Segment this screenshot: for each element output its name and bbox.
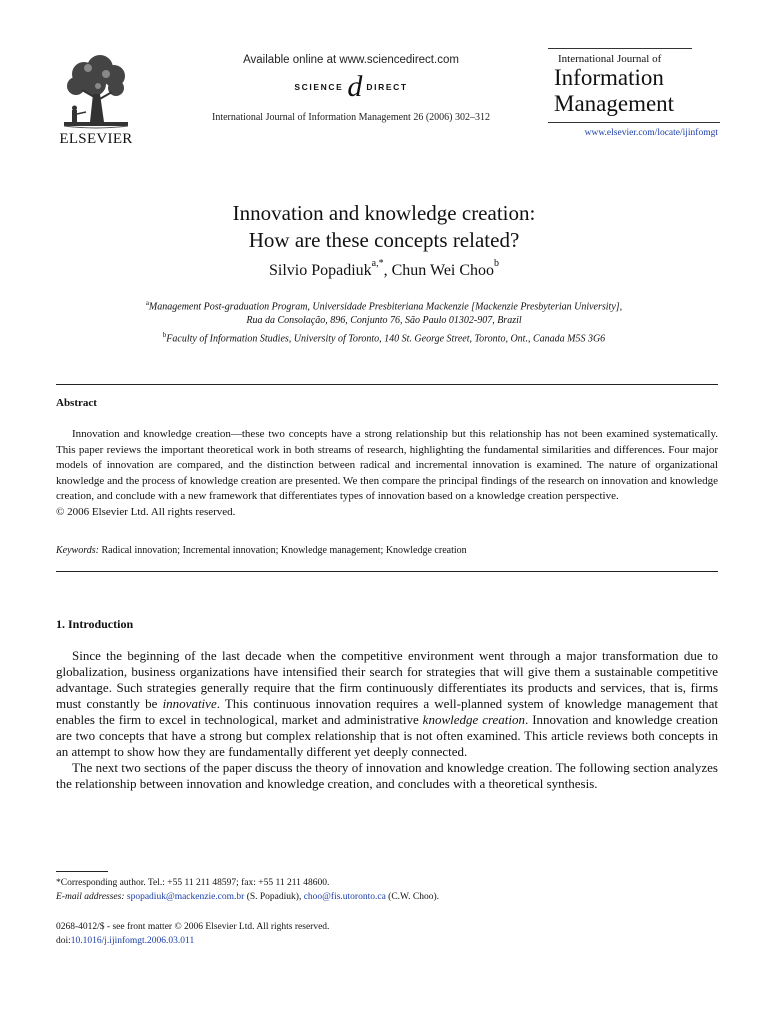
doi-line — [56, 934, 329, 948]
abstract-rule-top — [56, 384, 718, 385]
journal-citation: International Journal of Information Management 26 (2006) 302–312 — [212, 112, 490, 123]
affiliation-a — [0, 296, 768, 314]
elsevier-tree-icon — [60, 54, 132, 130]
doi-link[interactable]: 10.1016/j.ijinfomgt.2006.03.011 — [70, 936, 195, 946]
keywords-label: Keywords: — [56, 545, 99, 556]
emphasis-innovative: innovative — [162, 696, 217, 711]
abstract-rule-bottom — [56, 571, 718, 572]
section-heading-introduction: 1. Introduction — [56, 617, 134, 631]
available-online-text[interactable]: Available online at www.sciencedirect.com — [243, 54, 459, 66]
author-separator: , — [383, 262, 392, 279]
front-matter-block — [56, 920, 329, 948]
journal-title-line1: Information — [554, 65, 664, 90]
email-link-choo[interactable]: choo@fis.utoronto.ca — [303, 892, 386, 902]
abstract-body — [56, 427, 718, 520]
footnote-emails — [56, 890, 718, 904]
journal-title-line2: Management — [554, 91, 675, 116]
author-popadiuk-affil-mark[interactable]: a,* — [371, 258, 384, 269]
elsevier-logo — [56, 54, 136, 148]
paragraph-1-part-c: . Innovation and knowledge creation are two concepts that have a strong but complex relationship that is not often examined. This article reviews both concepts in an attempt to show how they are fundamentally different yet deeply connected. — [56, 712, 719, 759]
introduction-body — [56, 648, 718, 792]
publisher-name: ELSEVIER — [59, 131, 133, 147]
author-choo: Chun Wei Choo — [391, 262, 495, 279]
title-line-2: How are these concepts related? — [248, 228, 520, 252]
author-popadiuk: Silvio Popadiuk — [268, 262, 372, 279]
paragraph-1-part-b: . This continuous innovation requires a well-planned system of knowledge management that enables the firm to excel in technological, market and administrative — [56, 696, 718, 727]
email-link-popadiuk[interactable]: spopadiuk@mackenzie.com.br — [126, 892, 245, 902]
footnote-rule — [56, 871, 108, 872]
journal-url-link[interactable]: www.elsevier.com/locate/ijinfomgt — [584, 128, 718, 138]
front-matter-text: 0268-4012/$ - see front matter © 2006 Elsevier Ltd. All rights reserved. — [56, 922, 330, 932]
doi-label: doi: — [56, 936, 71, 946]
emphasis-knowledge-creation: knowledge creation — [422, 712, 526, 727]
journal-prefix: International Journal of — [558, 53, 662, 65]
keywords-line — [56, 545, 718, 556]
affiliation-a-line2: Rua da Consolação, 896, Conjunto 76, São Paulo 01302-907, Brazil — [246, 315, 522, 327]
masthead-rule-top — [548, 48, 692, 49]
paragraph-1 — [56, 648, 718, 760]
page-header — [56, 48, 720, 166]
sciencedirect-logo — [174, 70, 528, 103]
science-label: SCIENCE — [294, 82, 344, 92]
title-line-1: Innovation and knowledge creation: — [232, 201, 536, 225]
affiliations — [0, 296, 768, 347]
direct-label: DIRECT — [366, 82, 408, 92]
affiliation-a-mark: a — [145, 299, 149, 307]
affiliation-b — [0, 328, 768, 346]
affiliation-b-mark: b — [162, 331, 167, 340]
sciencedirect-block — [174, 54, 528, 123]
masthead-rule-bottom — [548, 122, 720, 123]
article-title — [0, 200, 768, 254]
keywords-list: Radical innovation; Incremental innovation; Knowledge management; Knowledge creation — [101, 545, 467, 556]
footnote-corresponding: *Corresponding author. Tel.: +55 11 211 48597; fax: +55 11 211 48600. — [56, 878, 330, 888]
email-owner-choo: (C.W. Choo). — [385, 892, 440, 902]
author-list — [0, 258, 768, 280]
journal-masthead — [542, 48, 720, 138]
affiliation-a-line1: Management Post-graduation Program, Universidade Presbiteriana Mackenzie [Mackenzie Presbyterian University], — [148, 301, 623, 313]
sciencedirect-at-icon: d — [347, 70, 363, 103]
email-owner-popadiuk: (S. Popadiuk), — [244, 892, 304, 902]
affiliation-b-line: Faculty of Information Studies, University of Toronto, 140 St. George Street, Toronto, Ont., Canada M5S 3G6 — [166, 333, 606, 345]
paragraph-2: The next two sections of the paper discuss the theory of innovation and knowledge creation. The following section analyzes the relationship between innovation and knowledge creation, and concludes with a theoretical synthesis. — [56, 760, 718, 791]
abstract-heading: Abstract — [56, 397, 97, 409]
email-label: E-mail addresses: — [56, 892, 125, 902]
abstract-text: Innovation and knowledge creation—these two concepts have a strong relationship but this relationship has not been examined systematically. This paper reviews the important theoretical work in both streams of research, highlighting the fundamental similarities and differences. Four major models of innovation are compared, and the distinction between radical and incremental innovation is examined. The nature of organizational knowledge and the process of knowledge creation are presented. We then compare the principal findings of the research on innovation and knowledge creation, and conclude with a new framework that differentiates types of innovation based on a knowledge creation perspective. — [56, 428, 718, 502]
author-choo-affil-mark[interactable]: b — [494, 258, 500, 269]
abstract-copyright: © 2006 Elsevier Ltd. All rights reserved. — [56, 505, 236, 518]
paragraph-1-part-a: Since the beginning of the last decade when the competitive environment went through a major transformation due to globalization, business organizations have intensified their search for strategies that will give them a sustainable competitive advantage. Such strategies generally require that the firm continuously differentiates its products and services, that is, firms must constantly be — [56, 648, 718, 711]
